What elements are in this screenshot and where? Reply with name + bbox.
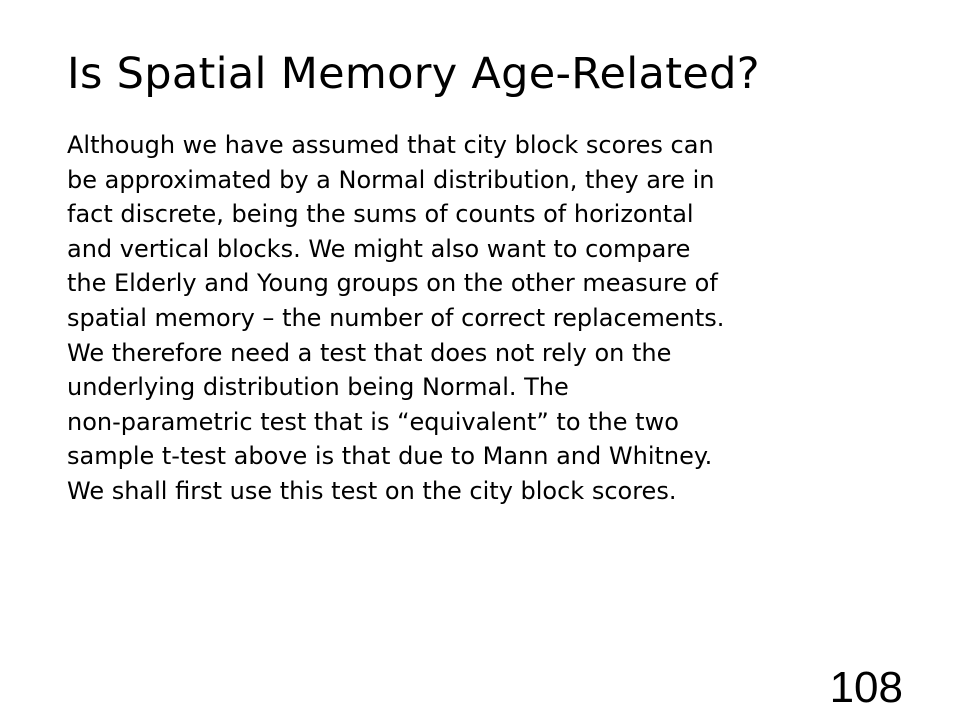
body-line: the Elderly and Young groups on the other measure of (67, 269, 718, 298)
body-line: Although we have assumed that city block scores can (67, 131, 714, 159)
body-line: and vertical blocks. We might also want to compare (67, 234, 691, 263)
body-line: be approximated by a Normal distribution, they are in (67, 165, 715, 194)
page-number: 108 (829, 663, 903, 712)
body-line: spatial memory – the number of correct replacements. (67, 303, 725, 332)
body-line: sample t-test above is that due to Mann and Whitney. (67, 442, 713, 471)
slide-body (67, 128, 927, 509)
body-line: non-parametric test that is “equivalent” to the two (67, 407, 679, 436)
body-line: We shall first use this test on the city block scores. (67, 476, 677, 505)
body-line: underlying distribution being Normal. The (67, 373, 569, 402)
slide-title: Is Spatial Memory Age-Related? (67, 49, 760, 99)
body-line: We therefore need a test that does not rely on the (67, 338, 672, 367)
body-line: fact discrete, being the sums of counts of horizontal (67, 200, 694, 229)
